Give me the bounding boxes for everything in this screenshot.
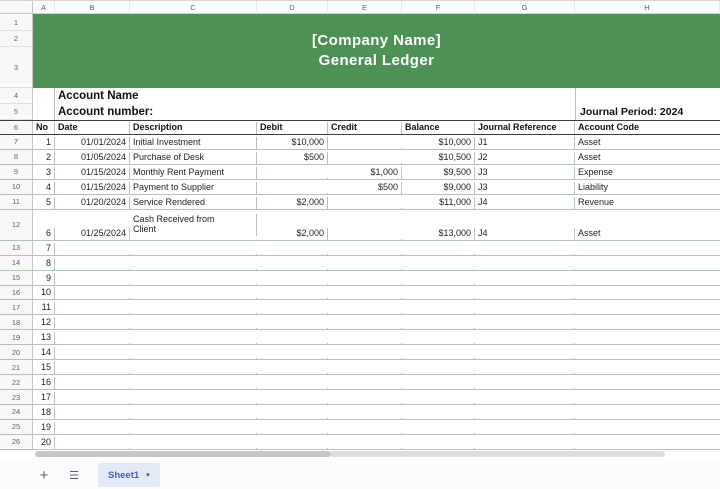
cell-journal-reference[interactable] <box>475 403 575 404</box>
table-row <box>0 330 720 345</box>
cell-credit[interactable] <box>328 298 402 299</box>
cell-journal-reference[interactable]: J4 <box>475 228 575 240</box>
cell-credit[interactable] <box>328 358 402 359</box>
cell-date[interactable] <box>55 388 130 389</box>
cell-description[interactable] <box>130 269 257 270</box>
cell-no[interactable]: 15 <box>33 362 55 374</box>
cell-balance[interactable] <box>402 343 475 344</box>
cell-date[interactable]: 01/20/2024 <box>55 197 130 209</box>
cell-debit[interactable]: $2,000 <box>257 228 328 240</box>
cell-journal-reference[interactable] <box>475 343 575 344</box>
table-row <box>0 180 720 195</box>
cell-credit[interactable] <box>328 284 402 285</box>
all-sheets-icon[interactable]: ☰ <box>69 469 79 482</box>
cell-debit[interactable] <box>257 254 328 255</box>
cell-credit[interactable] <box>328 269 402 270</box>
cell-journal-reference[interactable] <box>475 358 575 359</box>
sheet-tab-bar <box>0 458 720 489</box>
cell-credit[interactable] <box>328 418 402 419</box>
row-header-column <box>0 14 33 88</box>
cell-no[interactable]: 16 <box>33 377 55 389</box>
cell-date[interactable]: 01/25/2024 <box>55 228 130 240</box>
cell-credit[interactable] <box>328 208 402 209</box>
cell-description[interactable]: Initial Investment <box>130 137 257 149</box>
account-number-row <box>0 104 720 120</box>
cell-date[interactable] <box>55 343 130 344</box>
cell-date[interactable] <box>55 448 130 449</box>
cell-balance[interactable]: $11,000 <box>402 197 475 209</box>
row-header[interactable]: 2 <box>0 31 33 47</box>
cell-no[interactable]: 11 <box>33 302 55 314</box>
row-header[interactable]: 22 <box>0 375 33 389</box>
cell-journal-reference[interactable]: J1 <box>475 137 575 149</box>
ledger-body <box>0 135 720 450</box>
cell-balance[interactable] <box>402 448 475 449</box>
cell-account-code[interactable] <box>575 448 720 449</box>
cell-no[interactable]: 7 <box>33 243 55 255</box>
cell-description[interactable]: Purchase of Desk <box>130 152 257 164</box>
row-header[interactable]: 19 <box>0 330 33 344</box>
cell-balance[interactable] <box>402 313 475 314</box>
cell-credit[interactable] <box>328 313 402 314</box>
row-header[interactable]: 1 <box>0 14 33 31</box>
cell-date[interactable] <box>55 254 130 255</box>
cell-debit[interactable]: $10,000 <box>257 137 328 149</box>
cell-description[interactable] <box>130 388 257 389</box>
cell-credit[interactable] <box>328 163 402 164</box>
cell-credit[interactable] <box>328 433 402 434</box>
cell-description[interactable] <box>130 343 257 344</box>
header-journal-reference[interactable]: Journal Reference <box>475 122 575 134</box>
cell-date[interactable] <box>55 373 130 374</box>
journal-period-label[interactable]: Journal Period: 2024 <box>575 104 720 120</box>
cell-date[interactable]: 01/05/2024 <box>55 152 130 164</box>
select-all-corner[interactable] <box>0 1 33 14</box>
cell-description[interactable] <box>130 448 257 449</box>
cell-no[interactable]: 12 <box>33 317 55 329</box>
cell-debit[interactable] <box>257 193 328 194</box>
cell-no[interactable]: 3 <box>33 167 55 179</box>
add-sheet-icon[interactable]: + <box>39 466 49 484</box>
cell-account-code[interactable] <box>575 388 720 389</box>
scrollbar-track[interactable] <box>330 451 665 457</box>
banner-region <box>0 14 720 88</box>
account-number-label[interactable]: Account number: <box>58 106 154 118</box>
cell-debit[interactable]: $2,000 <box>257 197 328 209</box>
ledger-header-row <box>0 120 720 135</box>
general-ledger-title: General Ledger <box>318 52 435 69</box>
cell-account-code[interactable] <box>575 298 720 299</box>
cell-balance[interactable] <box>402 433 475 434</box>
cell-account-code[interactable] <box>575 284 720 285</box>
row-header[interactable]: 8 <box>0 150 33 164</box>
cell-empty[interactable] <box>33 88 55 104</box>
cell-journal-reference[interactable] <box>475 328 575 329</box>
table-row <box>0 375 720 390</box>
table-row <box>0 360 720 375</box>
cell-date[interactable]: 01/01/2024 <box>55 137 130 149</box>
column-header-g[interactable]: G <box>475 1 575 14</box>
column-header-e[interactable]: E <box>328 1 402 14</box>
row-header[interactable]: 26 <box>0 435 33 449</box>
cell-journal-reference[interactable] <box>475 418 575 419</box>
row-header[interactable]: 9 <box>0 165 33 179</box>
column-header-b[interactable]: B <box>55 1 130 14</box>
cell-debit[interactable] <box>257 358 328 359</box>
cell-account-code[interactable] <box>575 269 720 270</box>
cell-debit[interactable] <box>257 328 328 329</box>
cell-balance[interactable] <box>402 403 475 404</box>
column-header-f[interactable]: F <box>402 1 475 14</box>
cell-credit[interactable]: $500 <box>328 182 402 194</box>
header-balance[interactable]: Balance <box>402 122 475 134</box>
cell-account-code[interactable] <box>575 313 720 314</box>
column-header-d[interactable]: D <box>257 1 328 14</box>
row-header[interactable]: 20 <box>0 345 33 359</box>
row-header[interactable]: 18 <box>0 315 33 329</box>
cell-description[interactable] <box>130 403 257 404</box>
cell-debit[interactable] <box>257 388 328 389</box>
row-header[interactable]: 11 <box>0 195 33 209</box>
table-row <box>0 300 720 315</box>
cell-journal-reference[interactable] <box>475 254 575 255</box>
row-header[interactable]: 13 <box>0 241 33 255</box>
account-name-row <box>0 88 720 104</box>
row-header[interactable]: 7 <box>0 135 33 149</box>
cell-journal-reference[interactable]: J2 <box>475 152 575 164</box>
row-header[interactable]: 6 <box>0 121 33 134</box>
cell-journal-reference[interactable]: J3 <box>475 167 575 179</box>
cell-journal-reference[interactable] <box>475 298 575 299</box>
cell-balance[interactable]: $10,500 <box>402 152 475 164</box>
sheet-tab-label: Sheet1 <box>108 469 140 481</box>
cell-account-code[interactable] <box>575 254 720 255</box>
cell-journal-reference[interactable] <box>475 373 575 374</box>
cell-balance[interactable] <box>402 373 475 374</box>
cell-journal-reference[interactable] <box>475 269 575 270</box>
cell-account-code[interactable]: Revenue <box>578 196 615 207</box>
row-header[interactable]: 14 <box>0 256 33 270</box>
cell-account-code[interactable] <box>575 328 720 329</box>
cell-debit[interactable] <box>257 448 328 449</box>
cell-journal-reference[interactable]: J4 <box>475 197 575 209</box>
row-header[interactable]: 5 <box>0 104 33 120</box>
cell-no[interactable]: 9 <box>33 273 55 285</box>
cell-debit[interactable] <box>257 313 328 314</box>
cell-credit[interactable] <box>328 343 402 344</box>
cell-account-code[interactable]: Expense <box>578 166 614 177</box>
cell-credit[interactable] <box>328 328 402 329</box>
cell-account-code[interactable] <box>575 418 720 419</box>
column-header-c[interactable]: C <box>130 1 257 14</box>
column-header-a[interactable]: A <box>33 1 55 14</box>
cell-description[interactable]: Payment to Supplier <box>130 182 257 194</box>
cell-description[interactable] <box>130 418 257 419</box>
cell-no[interactable]: 10 <box>33 287 55 299</box>
header-description[interactable]: Description <box>130 122 257 134</box>
row-header[interactable]: 23 <box>0 390 33 404</box>
table-row <box>0 241 720 256</box>
cell-description[interactable] <box>130 373 257 374</box>
cell-date[interactable] <box>55 403 130 404</box>
row-header[interactable]: 21 <box>0 360 33 374</box>
cell-account-code[interactable] <box>575 433 720 434</box>
chevron-down-icon[interactable]: ▾ <box>146 471 150 479</box>
table-row <box>0 210 720 241</box>
cell-no[interactable]: 19 <box>33 422 55 434</box>
sheet-tab-sheet1[interactable] <box>98 463 160 487</box>
horizontal-scrollbar <box>0 450 720 458</box>
row-header[interactable]: 10 <box>0 180 33 194</box>
column-headers <box>0 0 720 14</box>
cell-description[interactable] <box>130 284 257 285</box>
cell-balance[interactable] <box>402 269 475 270</box>
cell-debit[interactable] <box>257 343 328 344</box>
cell-no[interactable]: 18 <box>33 407 55 419</box>
scrollbar-thumb[interactable] <box>35 451 331 457</box>
cell-debit[interactable] <box>257 418 328 419</box>
cell-balance[interactable]: $9,000 <box>402 182 475 194</box>
cell-description[interactable] <box>130 254 257 255</box>
cell-no[interactable]: 4 <box>33 182 55 194</box>
cell-journal-reference[interactable] <box>475 433 575 434</box>
header-no[interactable]: No <box>33 122 55 134</box>
cell-description[interactable]: Monthly Rent Payment <box>130 167 257 179</box>
cell-credit[interactable] <box>328 388 402 389</box>
cell-credit[interactable]: $1,000 <box>328 167 402 179</box>
cell-empty[interactable] <box>33 104 55 120</box>
cell-balance[interactable] <box>402 388 475 389</box>
cell-date[interactable] <box>55 358 130 359</box>
cell-account-code[interactable] <box>575 343 720 344</box>
cell-debit[interactable] <box>257 284 328 285</box>
cell-balance[interactable]: $9,500 <box>402 167 475 179</box>
cell-debit[interactable]: $500 <box>257 152 328 164</box>
cell-description[interactable] <box>130 298 257 299</box>
cell-balance[interactable] <box>402 254 475 255</box>
row-header[interactable]: 24 <box>0 405 33 419</box>
cell-balance[interactable] <box>402 298 475 299</box>
table-row <box>0 405 720 420</box>
table-row <box>0 286 720 301</box>
cell-no[interactable]: 13 <box>33 332 55 344</box>
header-credit[interactable]: Credit <box>328 122 402 134</box>
cell-balance[interactable] <box>402 418 475 419</box>
row-header[interactable]: 16 <box>0 286 33 300</box>
table-row <box>0 271 720 286</box>
cell-no[interactable]: 17 <box>33 392 55 404</box>
cell-balance[interactable] <box>402 358 475 359</box>
cell-credit[interactable] <box>328 254 402 255</box>
cell-balance[interactable]: $10,000 <box>402 137 475 149</box>
cell-balance[interactable] <box>402 328 475 329</box>
cell-balance[interactable] <box>402 284 475 285</box>
cell-credit[interactable] <box>328 373 402 374</box>
cell-description[interactable] <box>130 433 257 434</box>
header-debit[interactable]: Debit <box>257 122 328 134</box>
column-header-h[interactable]: H <box>575 1 720 14</box>
table-row <box>0 390 720 405</box>
cell-debit[interactable] <box>257 298 328 299</box>
cell-debit[interactable] <box>257 178 328 179</box>
cell-account-code[interactable]: Liability <box>578 181 609 192</box>
row-header[interactable]: 3 <box>0 47 33 88</box>
cell-date[interactable]: 01/15/2024 <box>55 167 130 179</box>
cell-credit[interactable] <box>328 448 402 449</box>
cell-description[interactable] <box>130 358 257 359</box>
cell-date[interactable] <box>55 328 130 329</box>
cell-journal-reference[interactable] <box>475 313 575 314</box>
cell-no[interactable]: 1 <box>33 137 55 149</box>
row-header[interactable]: 17 <box>0 300 33 314</box>
cell-debit[interactable] <box>257 403 328 404</box>
row-header[interactable]: 4 <box>0 88 33 104</box>
cell-no[interactable]: 14 <box>33 347 55 359</box>
row-header[interactable]: 25 <box>0 420 33 434</box>
table-row <box>0 420 720 435</box>
cell-credit[interactable] <box>328 148 402 149</box>
cell-account-code[interactable] <box>575 403 720 404</box>
row-header[interactable]: 12 <box>0 210 33 240</box>
header-date[interactable]: Date <box>55 122 130 134</box>
cell-journal-reference[interactable] <box>475 284 575 285</box>
cell-no[interactable]: 20 <box>33 437 55 449</box>
cell-date[interactable] <box>55 418 130 419</box>
cell-description[interactable]: Cash Received from Client <box>130 214 257 236</box>
cell-account-code[interactable] <box>575 373 720 374</box>
cell-date[interactable] <box>55 298 130 299</box>
table-row <box>0 135 720 150</box>
cell-empty[interactable] <box>575 88 720 104</box>
table-row <box>0 435 720 450</box>
header-account-code[interactable]: Account Code <box>578 122 640 132</box>
cell-debit[interactable] <box>257 373 328 374</box>
table-row <box>0 256 720 271</box>
company-name-title: [Company Name] <box>312 31 441 49</box>
cell-balance[interactable]: $13,000 <box>402 228 475 240</box>
table-row <box>0 315 720 330</box>
cell-date[interactable] <box>55 433 130 434</box>
cell-account-code[interactable]: Asset <box>578 136 601 147</box>
cell-credit[interactable] <box>328 403 402 404</box>
cell-date[interactable]: 01/15/2024 <box>55 182 130 194</box>
account-name-label[interactable]: Account Name <box>58 90 139 102</box>
cell-date[interactable] <box>55 284 130 285</box>
cell-account-code[interactable]: Asset <box>578 227 601 238</box>
cell-credit[interactable] <box>328 239 402 240</box>
cell-account-code[interactable]: Asset <box>578 151 601 162</box>
table-row <box>0 150 720 165</box>
cell-journal-reference[interactable] <box>475 448 575 449</box>
cell-journal-reference[interactable]: J3 <box>475 182 575 194</box>
cell-description[interactable] <box>130 328 257 329</box>
cell-debit[interactable] <box>257 269 328 270</box>
cell-no[interactable]: 6 <box>33 228 55 240</box>
cell-no[interactable]: 5 <box>33 197 55 209</box>
cell-description[interactable]: Service Rendered <box>130 197 257 209</box>
table-row <box>0 195 720 210</box>
title-banner[interactable] <box>33 14 720 88</box>
table-row <box>0 345 720 360</box>
table-row <box>0 165 720 180</box>
cell-no[interactable]: 8 <box>33 258 55 270</box>
cell-journal-reference[interactable] <box>475 388 575 389</box>
cell-account-code[interactable] <box>575 358 720 359</box>
cell-description[interactable] <box>130 313 257 314</box>
cell-date[interactable] <box>55 313 130 314</box>
cell-no[interactable]: 2 <box>33 152 55 164</box>
cell-debit[interactable] <box>257 433 328 434</box>
row-header[interactable]: 15 <box>0 271 33 285</box>
cell-date[interactable] <box>55 269 130 270</box>
